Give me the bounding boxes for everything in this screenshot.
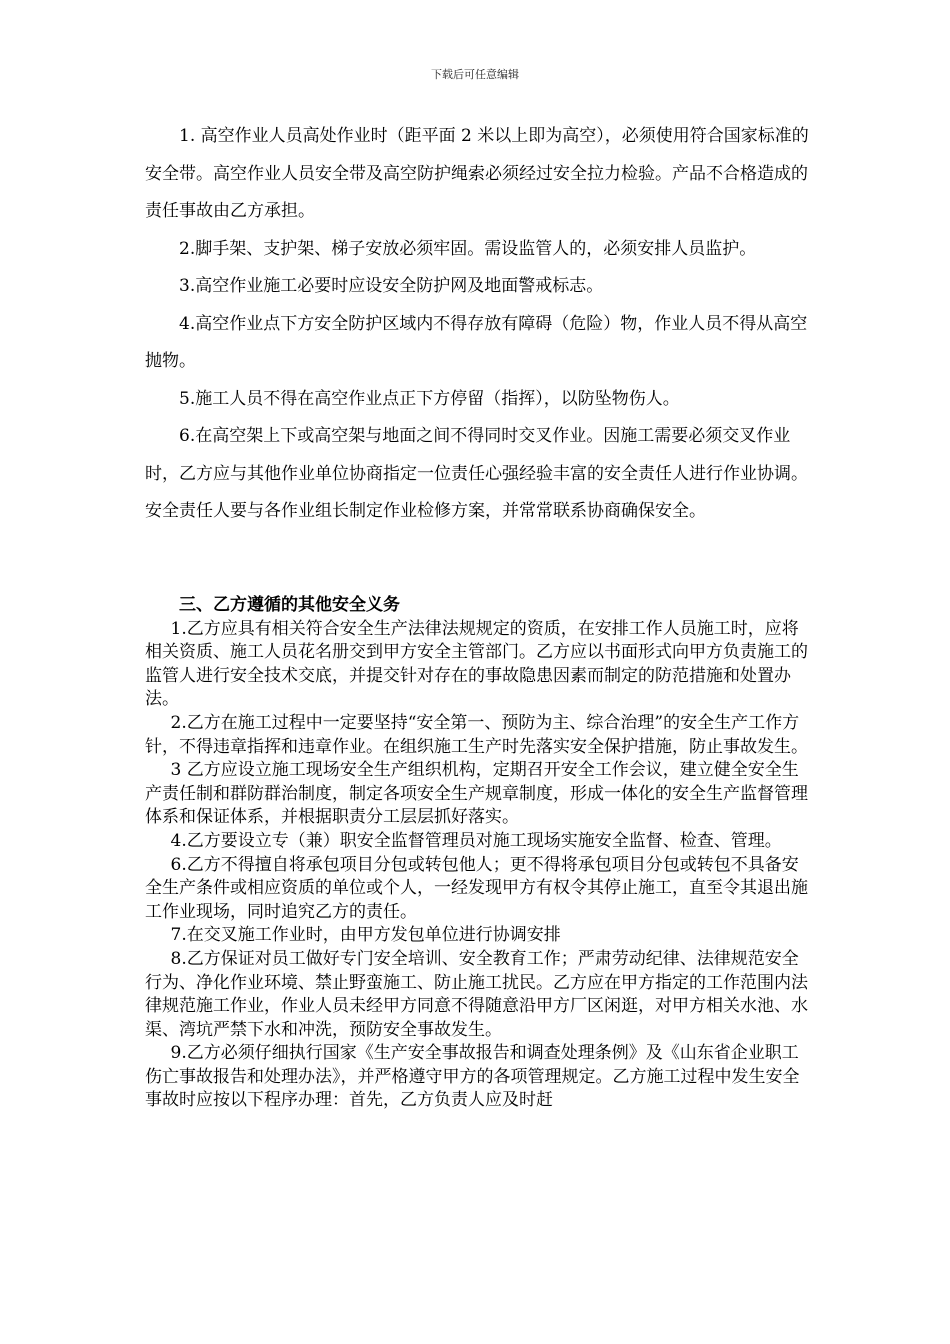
paragraph: 9.乙方必须仔细执行国家《生产安全事故报告和调查处理条例》及《山东省企业职工伤亡事故报告和处理办法》，并严格遵守甲方的各项管理规定。乙方施工过程中发生安全事故时应按以下程序办理：首先，乙方负责人应及时赶 [145,1043,800,1111]
paragraph: 1.乙方应具有相关符合安全生产法律法规规定的资质，在安排工作人员施工时，应将相关资质、施工人员花名册交到甲方安全主管部门。乙方应以书面形式向甲方负责施工的监管人进行安全技术交底，并提交针对存在的事故隐患因素而制定的防范措施和处置办法。 [145,618,808,710]
paragraph: 2.脚手架、支护架、梯子安放必须牢固。需设监管人的，必须安排人员监护。 [179,238,757,259]
paragraph: 3 乙方应设立施工现场安全生产组织机构，定期召开安全工作会议，建立健全安全生产责任制和群防群治制度，制定各项安全生产规章制度，形成一体化的安全生产监督管理体系和保证体系，并根据职责分工层层抓好落实。 [145,760,808,828]
section-heading: 三、乙方遵循的其他安全义务 [179,595,400,615]
paragraph: 2.乙方在施工过程中一定要坚持“安全第一、预防为主、综合治理”的安全生产工作方针，不得违章指挥和违章作业。在组织施工生产时先落实安全保护措施，防止事故发生。 [145,712,808,757]
paragraph: 5.施工人员不得在高空作业点正下方停留（指挥），以防坠物伤人。 [179,388,680,409]
paragraph: 8.乙方保证对员工做好专门安全培训、安全教育工作；严肃劳动纪律、法律规范安全行为、净化作业环境、禁止野蛮施工、防止施工扰民。乙方应在甲方指定的工作范围内法律规范施工作业，作业人员未经甲方同意不得随意沿甲方厂区闲逛，对甲方相关水池、水渠、湾坑严禁下水和冲洗，预防安全事故发生。 [145,948,808,1040]
paragraph: 4.高空作业点下方安全防护区域内不得存放有障碍（危险）物，作业人员不得从高空抛物。 [145,313,808,371]
paragraph: 4.乙方要设立专（兼）职安全监督管理员对施工现场实施安全监督、检查、管理。 [170,830,782,851]
paragraph: 3.高空作业施工必要时应设安全防护网及地面警戒标志。 [179,276,604,296]
page-header: 下载后可任意编辑 [431,68,519,81]
section-b [145,594,815,1113]
paragraph: 6.在高空架上下或高空架与地面之间不得同时交叉作业。因施工需要必须交叉作业时，乙方应与其他作业单位协商指定一位责任心强经验丰富的安全责任人进行作业协调。安全责任人要与各作业组长制定作业检修方案，并常常联系协商确保安全。 [145,426,808,521]
section-a [145,118,815,531]
paragraph: 7.在交叉施工作业时，由甲方发包单位进行协调安排 [170,925,561,946]
paragraph: 1. 高空作业人员高处作业时（距平面 2 米以上即为高空），必须使用符合国家标准的安全带。高空作业人员安全带及高空防护绳索必须经过安全拉力检验。产品不合格造成的责任事故由乙方承担。 [145,126,809,221]
paragraph: 6.乙方不得擅自将承包项目分包或转包他人；更不得将承包项目分包或转包不具备安全生产条件或相应资质的单位或个人，一经发现甲方有权令其停止施工，直至令其退出施工作业现场，同时追究乙方的责任。 [145,854,808,922]
